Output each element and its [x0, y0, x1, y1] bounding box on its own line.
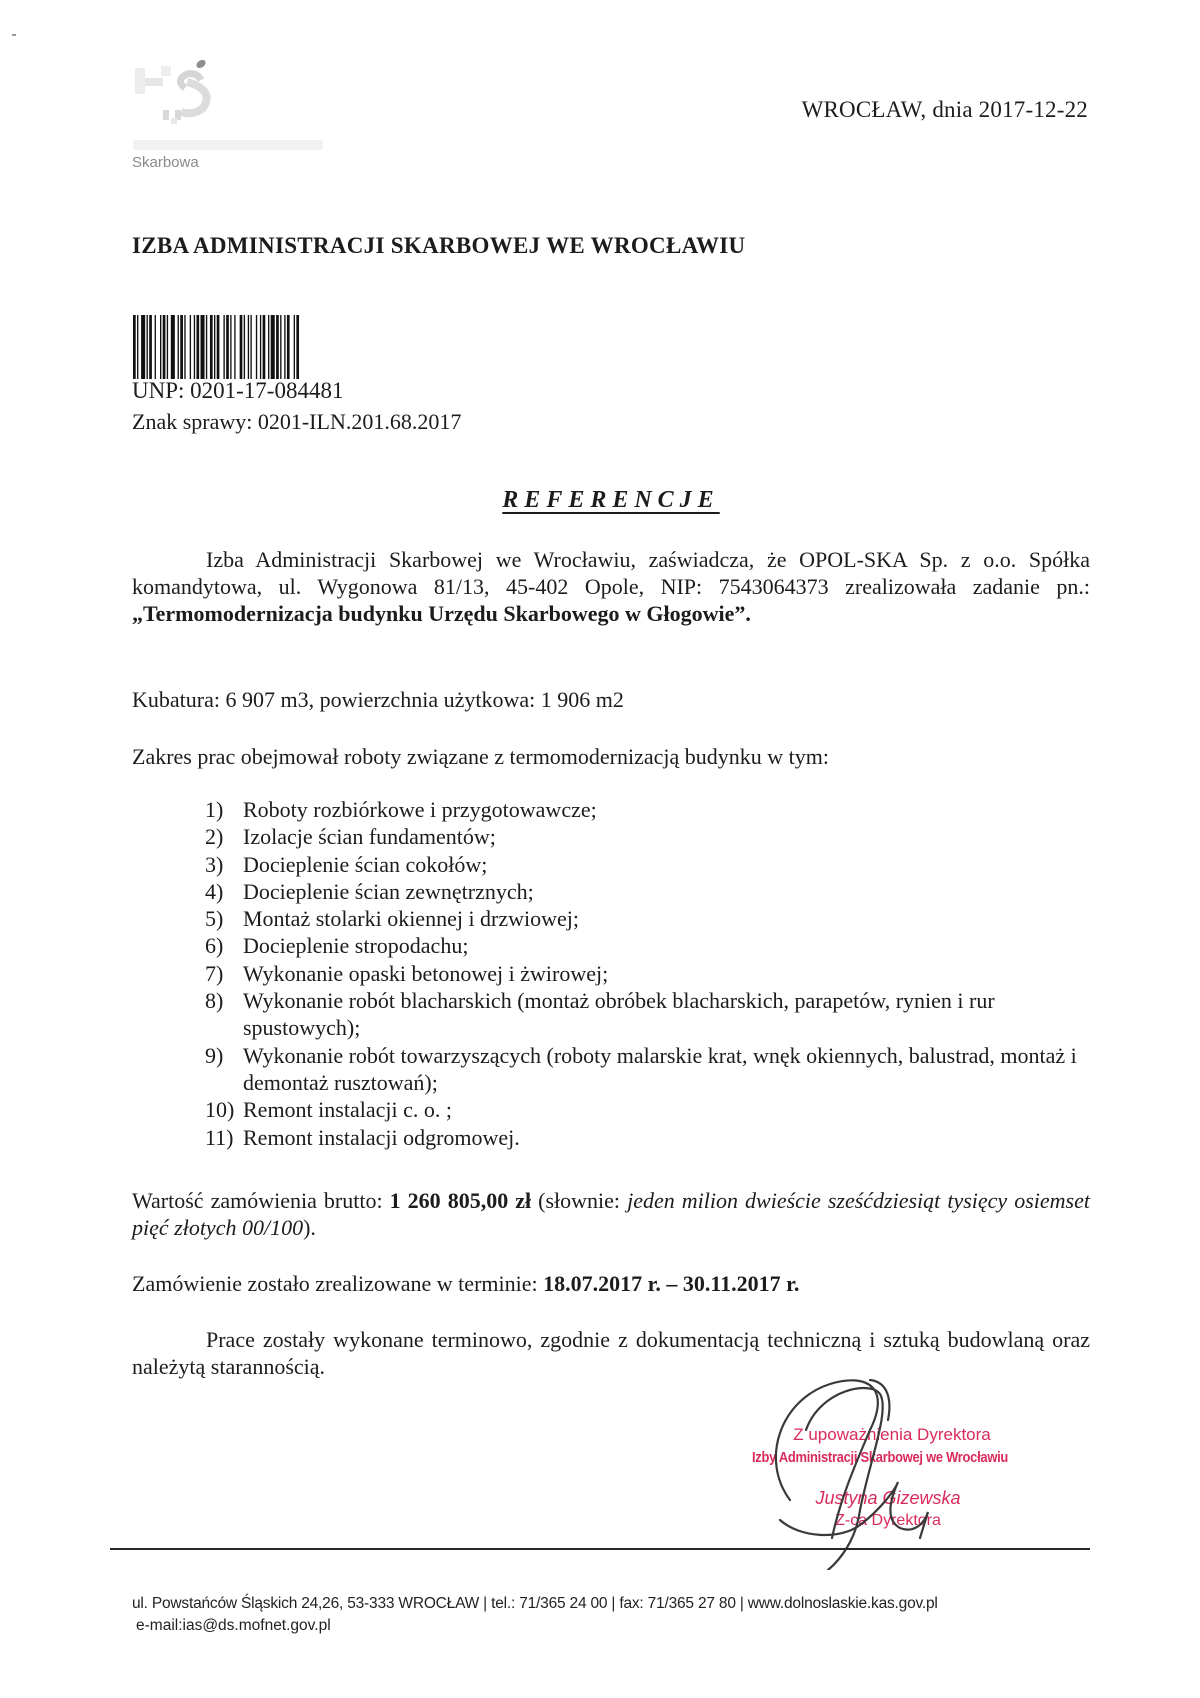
barcode-bar: [250, 315, 251, 379]
scope-item-number: 6): [205, 933, 224, 959]
scope-item-number: 2): [205, 824, 224, 850]
barcode-bar: [160, 315, 161, 379]
barcode-bar: [256, 315, 257, 379]
barcode-bar: [217, 315, 220, 379]
scope-item-number: 10): [205, 1097, 235, 1123]
barcode-bar: [260, 315, 261, 379]
barcode-bar: [194, 315, 195, 379]
scope-item-number: 5): [205, 906, 224, 932]
barcode-bar: [210, 315, 213, 379]
barcode-bar: [240, 315, 243, 379]
scope-list-item: [205, 823, 1090, 850]
barcode-bar: [141, 315, 145, 379]
scope-item-text: Roboty rozbiórkowe i przygotowawcze;: [243, 797, 597, 822]
barcode-bar: [133, 315, 136, 379]
barcode-bar: [226, 315, 229, 379]
barcode-bar: [230, 315, 231, 379]
order-value-paragraph: [132, 1187, 1090, 1241]
footer-address: ul. Powstańców Śląskich 24,26, 53-333 WROCŁAW | tel.: 71/365 24 00 | fax: 71/365 27 80 | www.dolnoslaskie.kas.gov.pl: [132, 1595, 938, 1612]
scan-speck: [12, 34, 16, 36]
barcode-bar: [147, 315, 148, 379]
scope-list-item: [205, 796, 1090, 823]
term-label: Zamówienie zostało zrealizowane w terminie:: [132, 1271, 544, 1296]
barcode: [133, 315, 429, 379]
barcode-bar: [280, 315, 281, 379]
scope-list-item: [205, 851, 1090, 878]
barcode-bar: [178, 315, 179, 379]
logo-subtitle: Skarbowa: [132, 154, 199, 171]
scope-list-item: [205, 960, 1090, 987]
document-date: WROCŁAW, dnia 2017-12-22: [801, 97, 1088, 122]
stamp-signatory-role: Z-ca Dyrektora: [835, 1512, 941, 1529]
intro-paragraph: [132, 546, 1090, 627]
order-value-words: jeden milion dwieście sześćdziesiąt tysięcy osiemset pięć złotych 00/100: [132, 1188, 1090, 1240]
institution-name: IZBA ADMINISTRACJI SKARBOWEJ WE WROCŁAWIU: [132, 233, 746, 258]
barcode-bar: [276, 315, 279, 379]
barcode-bar: [294, 315, 295, 379]
barcode-bar: [284, 315, 285, 379]
scope-item-text: Docieplenie ścian zewnętrznych;: [243, 878, 534, 904]
barcode-bar: [223, 315, 224, 379]
scope-list: [205, 796, 1090, 1151]
scope-list-item: [205, 878, 1090, 905]
closing-paragraph: Prace zostały wykonane terminowo, zgodnie z dokumentacją techniczną i sztuką budowlaną oraz należytą starannością.: [132, 1327, 1090, 1379]
task-name: „Termomodernizacja budynku Urzędu Skarbowego w Głogowie”.: [132, 601, 751, 626]
barcode-bar: [167, 315, 168, 379]
barcode-bar: [180, 315, 183, 379]
barcode-bar: [196, 315, 199, 379]
scope-item-text: Remont instalacji c. o. ;: [243, 1097, 452, 1123]
scope-item-text: Docieplenie ścian cokołów;: [243, 851, 488, 877]
term-period: 18.07.2017 r. – 30.11.2017 r.: [543, 1271, 800, 1296]
barcode-bar: [149, 315, 152, 379]
scope-list-item: [205, 1124, 1090, 1151]
scope-item-number: 3): [205, 851, 224, 877]
kubatura-line: Kubatura: 6 907 m3, powierzchnia użytkowa: 1 906 m2: [132, 687, 624, 712]
scope-intro: Zakres prac obejmował roboty związane z termomodernizacją budynku w tym:: [132, 744, 830, 769]
footer-divider: [110, 1548, 1090, 1550]
scope-item-number: 4): [205, 878, 224, 904]
scope-list-item: [205, 932, 1090, 959]
order-value-words-prefix: (słownie:: [531, 1188, 628, 1213]
barcode-bar: [163, 315, 166, 379]
intro-text: Izba Administracji Skarbowej we Wrocławiu, zaświadcza, że OPOL-SKA Sp. z o.o. Spółka komandytowa, ul. Wygonowa 81/13, 45-402 Opole, NIP: 7543064373 zrealizowała zadanie pn.:: [132, 547, 1090, 599]
barcode-bar: [201, 315, 205, 379]
scope-item-text: Wykonanie opaski betonowej i żwirowej;: [243, 960, 609, 986]
barcode-bar: [263, 315, 266, 379]
stamp-signatory-name: Justyna Gizewska: [815, 1488, 961, 1508]
term-paragraph: [132, 1270, 1090, 1297]
scope-item-number: 8): [205, 988, 224, 1014]
barcode-bar: [184, 315, 185, 379]
case-number: Znak sprawy: 0201-ILN.201.68.2017: [132, 409, 462, 434]
order-value-amount: 1 260 805,00 zł: [389, 1188, 532, 1213]
scope-item-number: 11): [205, 1124, 234, 1150]
barcode-bar: [244, 315, 245, 379]
scope-list-item: [205, 1096, 1090, 1123]
stamp-line-institution: Izby Administracji Skarbowej we Wrocławiu: [751, 1449, 1009, 1466]
barcode-bar: [155, 315, 156, 379]
barcode-bar: [268, 315, 269, 379]
kas-logo-mark-icon: [135, 60, 235, 130]
scope-list-item: [205, 1042, 1090, 1097]
scope-item-text: Izolacje ścian fundamentów;: [243, 824, 496, 850]
order-value-label: Wartość zamówienia brutto:: [132, 1188, 390, 1213]
unp-number: UNP: 0201-17-084481: [132, 378, 344, 403]
scope-item-number: 1): [205, 797, 224, 822]
barcode-bar: [214, 315, 215, 379]
barcode-bar: [287, 315, 290, 379]
scope-item-text: Remont instalacji odgromowej.: [243, 1124, 520, 1150]
order-value-words-suffix: ).: [303, 1215, 316, 1240]
scope-list-item: [205, 905, 1090, 932]
logo-faded-text: [133, 140, 323, 150]
barcode-bar: [271, 315, 275, 379]
scope-item-text: Docieplenie stropodachu;: [243, 933, 469, 959]
scope-item-number: 7): [205, 960, 224, 986]
barcode-bar: [296, 315, 299, 379]
stamp-line-authorization: Z upoważnienia Dyrektora: [793, 1425, 991, 1444]
scope-item-number: 9): [205, 1042, 224, 1068]
barcode-bar: [206, 315, 207, 379]
scope-list-item: [205, 987, 1090, 1042]
footer-email: e-mail:ias@ds.mofnet.gov.pl: [136, 1617, 331, 1634]
document-title-text: REFERENCJE: [502, 487, 720, 513]
barcode-bar: [248, 315, 249, 379]
barcode-bar: [190, 315, 191, 379]
scope-item-text: Wykonanie robót blacharskich (montaż obróbek blacharskich, parapetów, rynien i rur spustowych);: [243, 988, 995, 1041]
barcode-bar: [137, 315, 138, 379]
handwritten-signature-icon: [720, 1370, 980, 1570]
document-title: [0, 487, 1200, 514]
barcode-bar: [171, 315, 175, 379]
scope-item-text: Wykonanie robót towarzyszących (roboty malarskie krat, wnęk okiennych, balustrad, montaż i demontaż rusztowań);: [243, 1042, 1077, 1095]
barcode-bar: [234, 315, 235, 379]
scope-item-text: Montaż stolarki okiennej i drzwiowej;: [243, 906, 580, 932]
kas-logo: [130, 60, 360, 175]
